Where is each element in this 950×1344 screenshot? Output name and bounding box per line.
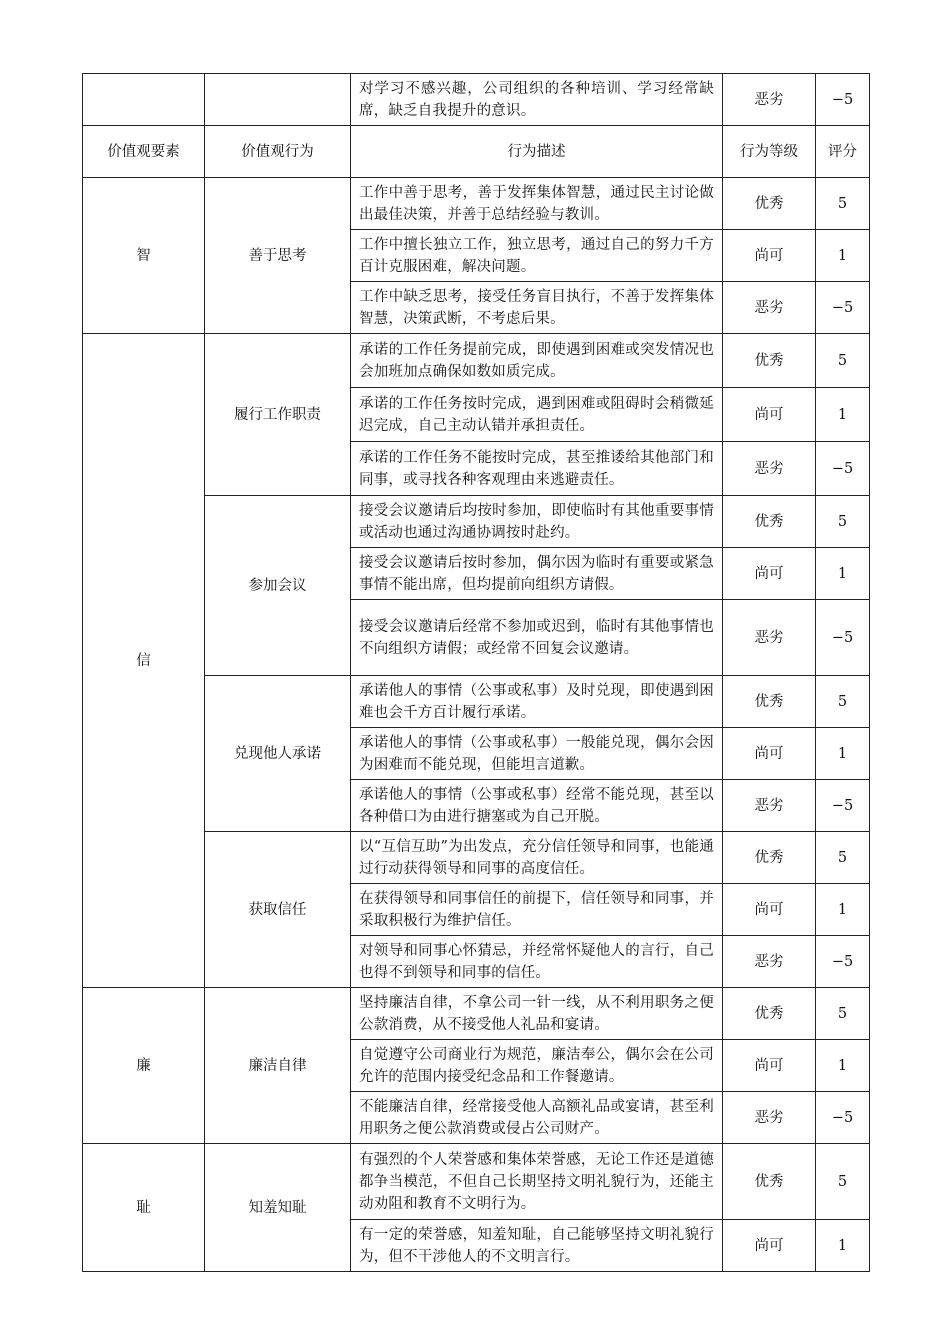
description-cell: 有强烈的个人荣誉感和集体荣誉感，无论工作还是道德都争当模范，不但自己长期坚持文明礼貌行为，还能主动劝阻和教育不文明行为。 <box>351 1144 723 1220</box>
description-cell: 承诺他人的事情（公事或私事）经常不能兑现，甚至以各种借口为由进行搪塞或为自己开脱。 <box>351 780 723 832</box>
behavior-cell: 参加会议 <box>205 496 351 676</box>
score-cell: −5 <box>816 442 870 496</box>
behavior-cell-empty <box>205 74 351 126</box>
table-row-carryover <box>83 74 870 126</box>
level-cell: 优秀 <box>723 496 816 548</box>
score-cell: 1 <box>816 884 870 936</box>
description-cell: 接受会议邀请后均按时参加，即使临时有其他重要事情或活动也通过沟通协调按时赴约。 <box>351 496 723 548</box>
table-body <box>83 74 870 1272</box>
score-cell: 5 <box>816 1144 870 1220</box>
header-behavior: 价值观行为 <box>205 126 351 178</box>
score-cell: 5 <box>816 334 870 388</box>
level-cell: 尚可 <box>723 230 816 282</box>
level-cell: 尚可 <box>723 1220 816 1272</box>
description-cell: 对学习不感兴趣，公司组织的各种培训、学习经常缺席，缺乏自我提升的意识。 <box>351 74 723 126</box>
level-cell: 恶劣 <box>723 74 816 126</box>
value-behavior-table <box>82 73 870 1272</box>
score-cell: 1 <box>816 548 870 600</box>
table-header-row <box>83 126 870 178</box>
header-element: 价值观要素 <box>83 126 205 178</box>
element-cell: 耻 <box>83 1144 205 1272</box>
element-cell: 智 <box>83 178 205 334</box>
table-row <box>83 988 870 1040</box>
behavior-cell: 兑现他人承诺 <box>205 676 351 832</box>
behavior-cell: 善于思考 <box>205 178 351 334</box>
description-cell: 承诺他人的事情（公事或私事）及时兑现，即使遇到困难也会千方百计履行承诺。 <box>351 676 723 728</box>
description-cell: 坚持廉洁自律，不拿公司一针一线，从不利用职务之便公款消费，从不接受他人礼品和宴请。 <box>351 988 723 1040</box>
description-cell: 以“互信互助”为出发点，充分信任领导和同事，也能通过行动获得领导和同事的高度信任。 <box>351 832 723 884</box>
element-cell: 廉 <box>83 988 205 1144</box>
score-cell: 5 <box>816 496 870 548</box>
level-cell: 恶劣 <box>723 282 816 334</box>
behavior-cell: 履行工作职责 <box>205 334 351 496</box>
description-cell: 工作中缺乏思考，接受任务盲目执行，不善于发挥集体智慧，决策武断，不考虑后果。 <box>351 282 723 334</box>
level-cell: 尚可 <box>723 1040 816 1092</box>
table-row <box>83 178 870 230</box>
behavior-cell: 知羞知耻 <box>205 1144 351 1272</box>
table-row <box>83 1144 870 1220</box>
description-cell: 在获得领导和同事信任的前提下，信任领导和同事，并采取积极行为维护信任。 <box>351 884 723 936</box>
score-cell: 1 <box>816 1220 870 1272</box>
score-cell: 5 <box>816 676 870 728</box>
header-level: 行为等级 <box>723 126 816 178</box>
header-score: 评分 <box>816 126 870 178</box>
score-cell: −5 <box>816 780 870 832</box>
score-cell: −5 <box>816 936 870 988</box>
description-cell: 承诺他人的事情（公事或私事）一般能兑现，偶尔会因为困难而不能兑现，但能坦言道歉。 <box>351 728 723 780</box>
description-cell: 自觉遵守公司商业行为规范，廉洁奉公，偶尔会在公司允许的范围内接受纪念品和工作餐邀请。 <box>351 1040 723 1092</box>
description-cell: 接受会议邀请后经常不参加或迟到，临时有其他事情也不向组织方请假；或经常不回复会议邀请。 <box>351 600 723 676</box>
description-cell: 工作中善于思考，善于发挥集体智慧，通过民主讨论做出最佳决策，并善于总结经验与教训。 <box>351 178 723 230</box>
description-cell: 有一定的荣誉感，知羞知耻，自己能够坚持文明礼貌行为，但不干涉他人的不文明言行。 <box>351 1220 723 1272</box>
score-cell: −5 <box>816 74 870 126</box>
table-row <box>83 334 870 388</box>
level-cell: 恶劣 <box>723 600 816 676</box>
level-cell: 恶劣 <box>723 442 816 496</box>
description-cell: 工作中擅长独立工作，独立思考，通过自己的努力千方百计克服困难，解决问题。 <box>351 230 723 282</box>
score-cell: 1 <box>816 1040 870 1092</box>
behavior-cell: 廉洁自律 <box>205 988 351 1144</box>
description-cell: 接受会议邀请后按时参加，偶尔因为临时有重要或紧急事情不能出席，但均提前向组织方请假。 <box>351 548 723 600</box>
score-cell: 5 <box>816 988 870 1040</box>
element-cell-empty <box>83 74 205 126</box>
level-cell: 恶劣 <box>723 1092 816 1144</box>
level-cell: 优秀 <box>723 1144 816 1220</box>
score-cell: 5 <box>816 832 870 884</box>
level-cell: 恶劣 <box>723 780 816 832</box>
score-cell: 1 <box>816 728 870 780</box>
level-cell: 优秀 <box>723 832 816 884</box>
description-cell: 对领导和同事心怀猜忌，并经常怀疑他人的言行，自己也得不到领导和同事的信任。 <box>351 936 723 988</box>
score-cell: 1 <box>816 230 870 282</box>
level-cell: 优秀 <box>723 334 816 388</box>
level-cell: 尚可 <box>723 388 816 442</box>
score-cell: 5 <box>816 178 870 230</box>
score-cell: −5 <box>816 600 870 676</box>
description-cell: 承诺的工作任务不能按时完成，甚至推诿给其他部门和同事，或寻找各种客观理由来逃避责任。 <box>351 442 723 496</box>
header-description: 行为描述 <box>351 126 723 178</box>
element-cell: 信 <box>83 334 205 988</box>
level-cell: 尚可 <box>723 884 816 936</box>
level-cell: 优秀 <box>723 178 816 230</box>
level-cell: 尚可 <box>723 728 816 780</box>
behavior-cell: 获取信任 <box>205 832 351 988</box>
level-cell: 优秀 <box>723 988 816 1040</box>
score-cell: 1 <box>816 388 870 442</box>
score-cell: −5 <box>816 1092 870 1144</box>
score-cell: −5 <box>816 282 870 334</box>
description-cell: 不能廉洁自律，经常接受他人高额礼品或宴请，甚至利用职务之便公款消费或侵占公司财产。 <box>351 1092 723 1144</box>
level-cell: 恶劣 <box>723 936 816 988</box>
description-cell: 承诺的工作任务提前完成，即使遇到困难或突发情况也会加班加点确保如数如质完成。 <box>351 334 723 388</box>
level-cell: 尚可 <box>723 548 816 600</box>
level-cell: 优秀 <box>723 676 816 728</box>
description-cell: 承诺的工作任务按时完成，遇到困难或阻碍时会稍微延迟完成，自己主动认错并承担责任。 <box>351 388 723 442</box>
